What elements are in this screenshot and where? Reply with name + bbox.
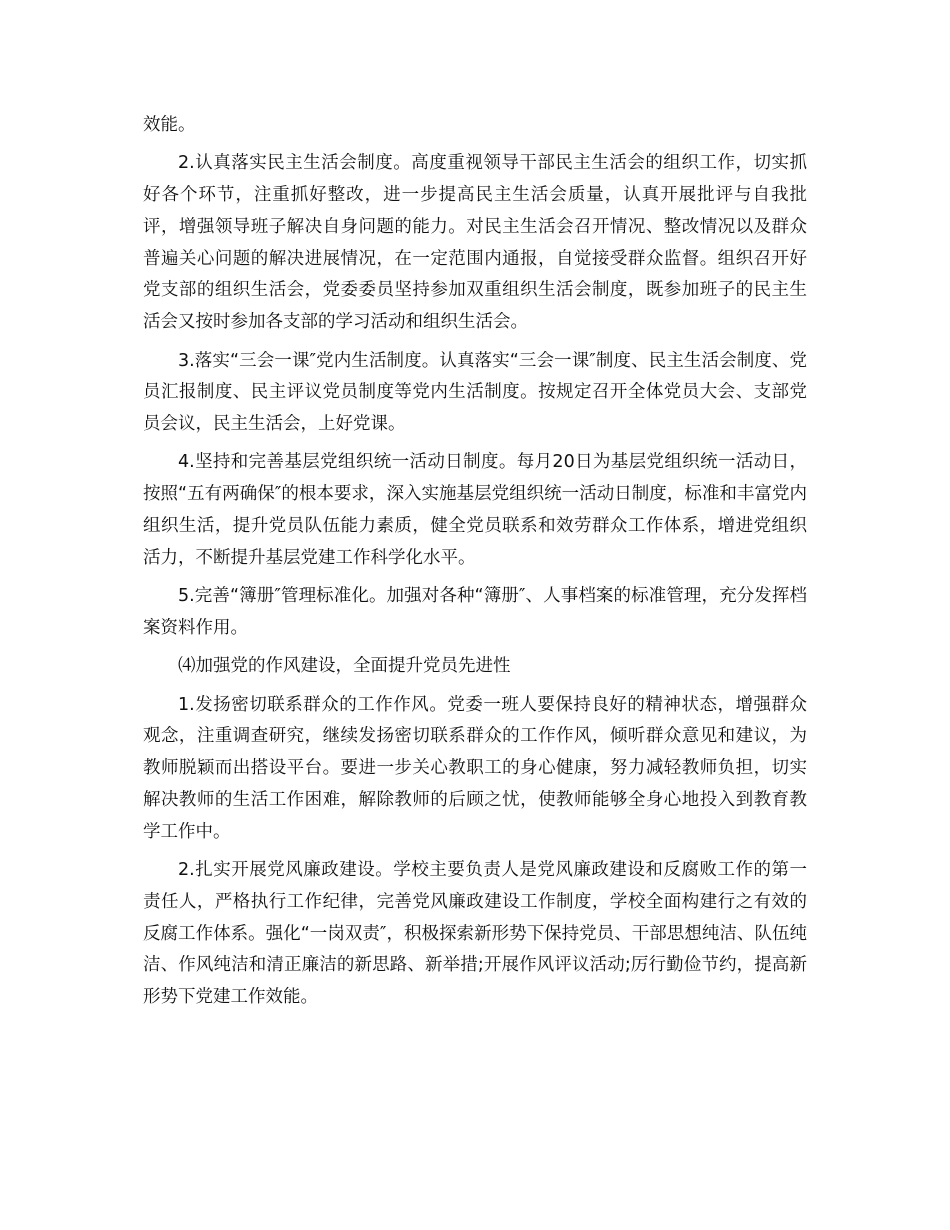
paragraph: 效能。 xyxy=(143,115,196,135)
document-body xyxy=(143,110,807,1021)
paragraph: 2.扎实开展党风廉政建设。学校主要负责人是党风廉政建设和反腐败工作的第一责任人，严格执行工作纪律，完善党风廉政建设工作制度，学校全面构建行之有效的反腐工作体系。强化“一岗双责″，积极探索新形势下保持党员、干部思想纯洁、队伍纯洁、作风纯洁和清正廉洁的新思路、新举措;开展作风评议活动;厉行勤俭节约，提高新形势下党建工作效能。 xyxy=(143,860,807,1008)
paragraph: 3.落实“三会一课″党内生活制度。认真落实“三会一课″制度、民主生活会制度、党员汇报制度、民主评议党员制度等党内生活制度。按规定召开全体党员大会、支部党员会议，民主生活会，上好党课。 xyxy=(143,350,807,435)
paragraph: 2.认真落实民主生活会制度。高度重视领导干部民主生活会的组织工作，切实抓好各个环节，注重抓好整改，进一步提高民主生活会质量，认真开展批评与自我批评，增强领导班子解决自身问题的能力。对民主生活会召开情况、整改情况以及群众普遍关心问题的解决进展情况，在一定范围内通报，自觉接受群众监督。组织召开好党支部的组织生活会，党委委员坚持参加双重组织生活会制度，既参加班子的民主生活会又按时参加各支部的学习活动和组织生活会。 xyxy=(143,153,807,333)
paragraph: 5.完善“簿册″管理标准化。加强对各种“簿册″、人事档案的标准管理，充分发挥档案资料作用。 xyxy=(143,586,807,638)
paragraph: 1.发扬密切联系群众的工作作风。党委一班人要保持良好的精神状态，增强群众观念，注重调查研究，继续发扬密切联系群众的工作作风，倾听群众意见和建议，为教师脱颖而出搭设平台。要进一步关心教职工的身心健康，努力减轻教师负担，切实解决教师的生活工作困难，解除教师的后顾之忧，使教师能够全身心地投入到教育教学工作中。 xyxy=(143,694,807,842)
paragraph: 4.坚持和完善基层党组织统一活动日制度。每月20日为基层党组织统一活动日，按照“五有两确保″的根本要求，深入实施基层党组织统一活动日制度，标准和丰富党内组织生活，提升党员队伍能力素质，健全党员联系和效劳群众工作体系，增进党组织活力，不断提升基层党建工作科学化水平。 xyxy=(143,452,807,568)
section-heading: ⑷加强党的作风建设，全面提升党员先进性 xyxy=(178,656,511,677)
